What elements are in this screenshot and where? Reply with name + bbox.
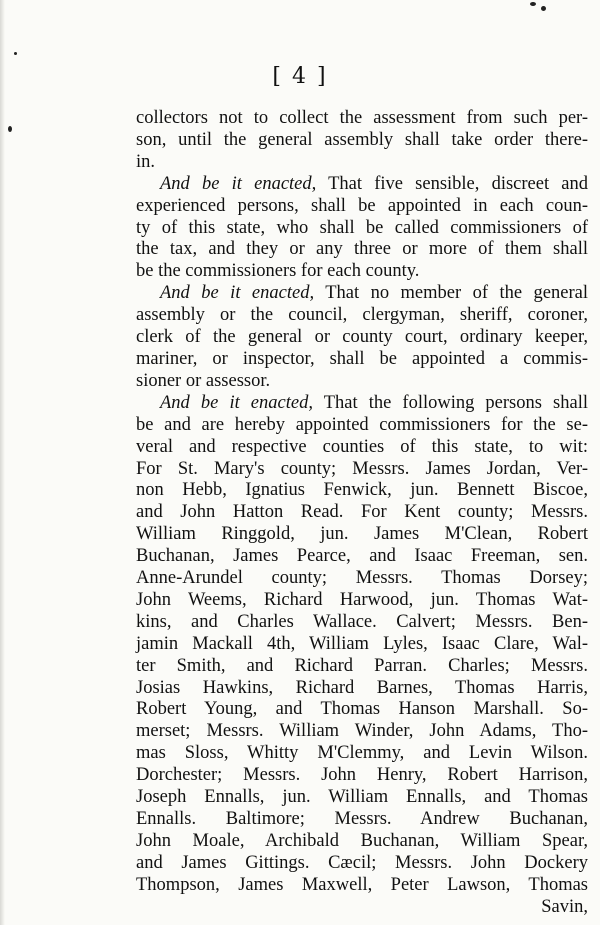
text-line [136, 393, 588, 415]
line-text: in. [136, 151, 156, 172]
line-text: merset; Messrs. William Winder, John Adams, Tho- [136, 721, 588, 742]
line-text: kins, and Charles Wallace. Calvert; Messrs. Ben- [136, 611, 588, 632]
text-line [136, 108, 588, 130]
line-text: non Hebb, Ignatius Fenwick, jun. Bennett Biscoe, [136, 480, 588, 501]
text-line [136, 415, 588, 437]
line-text: clerk of the general or county court, ordinary keeper, [136, 327, 588, 348]
text-line [136, 787, 588, 809]
text-line [136, 743, 588, 765]
ink-speck [530, 2, 536, 6]
line-text: William Ringgold, jun. James M'Clean, Robert [136, 524, 588, 545]
text-line [136, 437, 588, 459]
text-line [136, 459, 588, 481]
line-text: Joseph Ennalls, jun. William Ennalls, and Thomas [136, 787, 588, 808]
text-line [136, 809, 588, 831]
text-line [136, 130, 588, 152]
line-text: ter Smith, and Richard Parran. Charles; Messrs. [136, 655, 588, 676]
line-text: mas Sloss, Whitty M'Clemmy, and Levin Wilson. [136, 743, 588, 764]
text-line [136, 305, 588, 327]
text-line [136, 765, 588, 787]
line-text: be the commissioners for each county. [136, 261, 420, 282]
text-line [136, 590, 588, 612]
line-text: be and are hereby appointed commissioners for the se- [136, 414, 588, 435]
text-line [136, 174, 588, 196]
enacting-clause: And be it enacted, [160, 173, 317, 194]
text-line [136, 349, 588, 371]
text-line [136, 261, 588, 283]
line-text: assembly or the council, clergyman, sheriff, coroner, [136, 305, 588, 326]
line-text: Robert Young, and Thomas Hanson Marshall. So- [136, 699, 588, 720]
line-text: Ennalls. Baltimore; Messrs. Andrew Buchanan, [136, 809, 588, 829]
page-number: [ 4 ] [272, 64, 328, 89]
text-line [136, 524, 588, 546]
line-text: For St. Mary's county; Messrs. James Jordan, Ver- [136, 458, 588, 479]
ink-speck [14, 52, 17, 55]
line-text: experienced persons, shall be appointed in each coun- [136, 195, 588, 216]
text-line [136, 634, 588, 656]
line-text: Thompson, James Maxwell, Peter Lawson, Thomas [136, 874, 588, 895]
line-text: John Moale, Archibald Buchanan, William Spear, [136, 830, 588, 851]
line-text: son, until the general assembly shall take order there- [136, 129, 588, 150]
text-line [136, 612, 588, 634]
text-line [136, 239, 588, 261]
line-text: mariner, or inspector, shall be appointed a commis- [136, 348, 588, 369]
line-text: collectors not to collect the assessment from such per- [136, 108, 588, 128]
line-text: Anne-Arundel county; Messrs. Thomas Dorsey; [136, 568, 588, 589]
text-line [136, 152, 588, 174]
line-text: That no member of the general [314, 283, 588, 304]
text-line [136, 568, 588, 590]
text-line [136, 897, 588, 919]
page-edge-shadow [0, 0, 5, 925]
line-text: That five sensible, discreet and [316, 173, 588, 194]
line-text: sioner or assessor. [136, 370, 271, 391]
line-text: Josias Hawkins, Richard Barnes, Thomas Harris, [136, 677, 588, 698]
text-line [136, 678, 588, 700]
text-line [136, 196, 588, 218]
text-line [136, 480, 588, 502]
line-text: veral and respective counties of this state, to wit: [136, 436, 588, 457]
document-body [136, 108, 588, 919]
text-line [136, 502, 588, 524]
text-line [136, 283, 588, 305]
text-line [136, 656, 588, 678]
text-line [136, 546, 588, 568]
text-line [136, 218, 588, 240]
line-text: Dorchester; Messrs. John Henry, Robert Harrison, [136, 765, 588, 786]
line-text: That the following persons shall [312, 392, 588, 413]
text-line [136, 699, 588, 721]
line-text: and John Hatton Read. For Kent county; Messrs. [136, 502, 588, 523]
enacting-clause: And be it enacted, [160, 392, 313, 413]
line-text: Buchanan, James Pearce, and Isaac Freeman, sen. [136, 546, 588, 567]
text-line [136, 721, 588, 743]
line-text: jamin Mackall 4th, William Lyles, Isaac Clare, Wal- [136, 633, 588, 654]
text-line [136, 327, 588, 349]
line-text: Savin, [541, 896, 588, 917]
text-line [136, 371, 588, 393]
enacting-clause: And be it enacted, [160, 283, 315, 304]
ink-speck [541, 6, 546, 11]
text-line [136, 875, 588, 897]
line-text: ty of this state, who shall be called commissioners of [136, 217, 588, 238]
ink-speck [8, 126, 12, 132]
line-text: John Weems, Richard Harwood, jun. Thomas Wat- [136, 589, 588, 610]
line-text: and James Gittings. Cæcil; Messrs. John Dockery [136, 852, 588, 873]
text-line [136, 853, 588, 875]
line-text: the tax, and they or any three or more of them shall [136, 239, 588, 260]
text-line [136, 831, 588, 853]
